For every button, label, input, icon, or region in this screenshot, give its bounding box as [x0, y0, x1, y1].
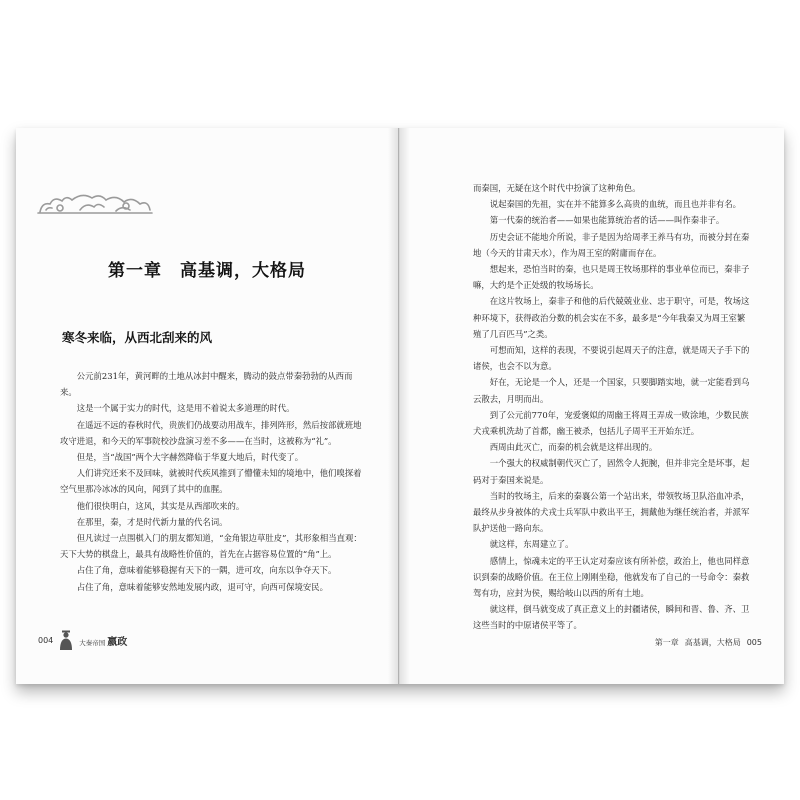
book-title: 嬴政: [107, 636, 128, 648]
paragraph: 好在，无论是一个人，还是一个国家，只要脚踏实地，就一定能看到乌云散去，月明而出。: [473, 377, 750, 404]
paragraph: 但是，当“战国”两个大字赫然降临于华夏大地后，时代变了。: [76, 452, 304, 463]
paragraph: 一个强大的权威制朝代灭亡了，固然令人扼腕，但并非完全是坏事，起码对于秦国来说是。: [473, 458, 750, 485]
paragraph: 到了公元前770年，宠爱褒姒的周幽王将周王弄成一败涂地，少数民族犬戎乘机洗劫了首都，幽王被杀，包括儿子周平王开始东迁。: [473, 409, 749, 437]
paragraph: 人们讲究还来不及回味，就被时代疾风推到了懵懂未知的境地中，他们嗅探着空气里那冷冰冰的风向，闻到了其中的血腥。: [60, 468, 362, 495]
paragraph: 在遥远不远的春秋时代，贵族们仍战要动用战车，排列阵形，然后按部就班地攻守进退，和今天的军事院校沙盘演习差不多——在当时，这被称为“礼”。: [60, 419, 362, 446]
book-label: 大秦帝国: [79, 638, 106, 647]
page-number: 005: [746, 638, 762, 647]
paragraph: 在那里，秦，才是时代新力量的代名词。: [76, 516, 228, 527]
book-spread: [16, 128, 784, 684]
paragraph: 西周由此灭亡，而秦的机会就是这样出现的。: [489, 442, 658, 453]
cloud-ornament-icon: [36, 188, 154, 218]
paragraph: 公元前231年，黄河畔的土地从冰封中醒来，腾动的鼓点带秦勃勃的从西而来。: [60, 371, 353, 398]
paragraph: 而秦国，无疑在这个时代中扮演了这种角色。: [473, 183, 641, 193]
running-chapter: 第一章: [654, 638, 679, 647]
running-title: 高基调，大格局: [684, 638, 741, 647]
paragraph: 就这样，东周建立了。: [489, 539, 574, 550]
left-page: [16, 128, 399, 684]
paragraph: 说起秦国的先祖，实在并不能算多么高贵的血统，而且也并非有名。: [489, 199, 742, 210]
right-page: [399, 128, 784, 684]
paragraph: 但凡读过一点围棋入门的朋友都知道，“金角银边草肚皮”，其形象相当直观：天下大势的棋盘上，最具有战略性价值的，首先在占据容易位置的“角”上。: [60, 533, 362, 560]
paragraph: 他们很快明白，这风，其实是从西部吹来的。: [76, 500, 245, 511]
chapter-title: 第一章 高基调，大格局: [108, 261, 306, 281]
paragraph: 想起来，恐怕当时的秦，也只是周王牧场那样的事业单位而已，秦非子嘛，大约是个正处级的牧场场长。: [473, 264, 750, 291]
paragraph: 可想而知，这样的表现，不要说引起周天子的注意，就是周天子手下的诸侯，也会不以为意。: [473, 345, 750, 372]
paragraph: 当时的牧场主，后来的秦襄公第一个站出来，带领牧场卫队浴血冲杀，最终从步身被体的犬戎士兵军队中救出平王，拥戴他为继任统治者，并派军队护送他一路向东。: [473, 490, 750, 534]
right-body-text: [473, 180, 751, 634]
paragraph: 就这样，倒马就变成了真正意义上的封疆诸侯，瞬间和晋、鲁、齐、卫这些当时的中原诸侯平等了。: [473, 604, 750, 631]
section-title: 寒冬来临，从西北刮来的风: [62, 330, 213, 345]
paragraph: 占住了角，意味着能够稳握有天下的一隅，进可攻，向东以争夺天下。: [76, 565, 337, 576]
emperor-figure-icon: [59, 630, 73, 650]
left-footer: [38, 630, 127, 650]
paragraph: 在这片牧场上，秦非子和他的后代兢兢业业、忠于职守，可是，牧场这种环境下，获得政治分数的机会实在不多，最多是“今年我秦又为周王室繁殖了几百匹马”之类。: [473, 296, 750, 339]
paragraph: 这是一个属于实力的时代，这是用不着说太多道理的时代。: [76, 403, 295, 414]
page-number: 004: [38, 635, 54, 645]
paragraph: 历史会证不能地介所说，非子是因为给周孝王养马有功，而被分封在秦地（今天的甘肃天水），作为周王室的附庸而存在。: [473, 231, 750, 258]
right-footer: [649, 637, 762, 648]
paragraph: 占住了角，意味着能够安然地发展内政，退可守，向西可保境安民。: [76, 581, 329, 592]
book-series-label: [79, 633, 127, 648]
paragraph: 感情上，惊魂未定的平王认定对秦应该有所补偿，政治上，他也同样意识到秦的战略价值。在王位上刚刚坐稳，他就发布了自己的一号命令：秦救驾有功，应封为侯，赐给岐山以西的所有土地。: [473, 555, 750, 599]
paragraph: 第一代秦的统治者——如果也能算统治者的话——叫作秦非子。: [489, 215, 725, 226]
left-body-text: [60, 368, 368, 595]
